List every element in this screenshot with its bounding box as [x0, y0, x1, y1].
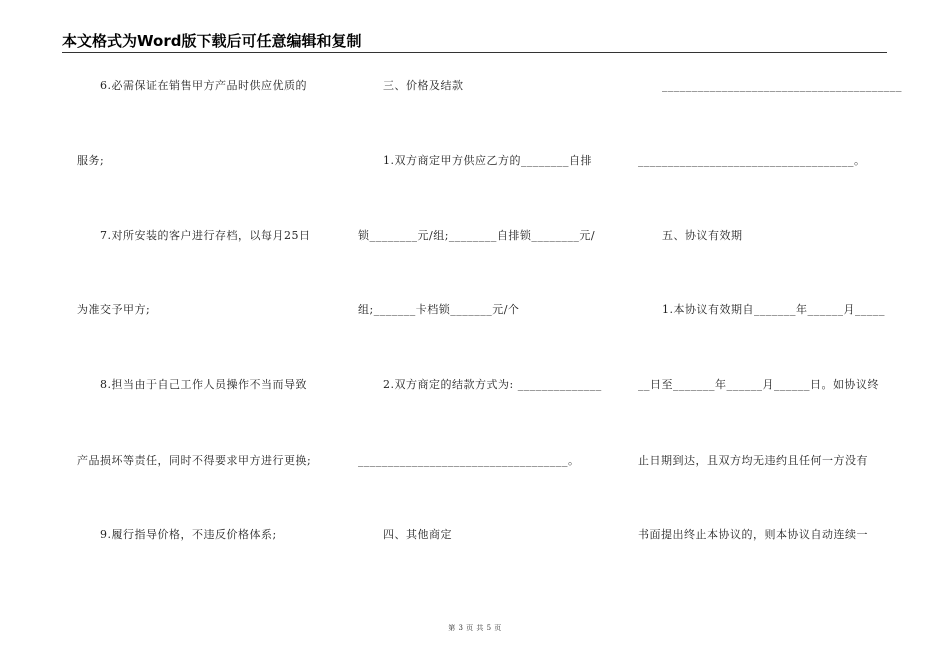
clause-7-line-1: 7.对所安装的客户进行存档，以每月25日 — [100, 229, 311, 242]
header-divider — [62, 52, 887, 53]
clause-7-line-2: 为准交予甲方; — [77, 303, 151, 316]
section-5-heading: 五、协议有效期 — [662, 229, 743, 242]
payment-line-1: 2.双方商定的结款方式为: ______________ — [383, 378, 602, 391]
section-3-heading: 三、价格及结款 — [383, 79, 464, 92]
validity-line-2: __日至_______年______月______日。如协议终 — [638, 378, 879, 391]
blank-line-2: ____________________________________。 — [638, 154, 866, 167]
section-4-heading: 四、其他商定 — [383, 528, 452, 541]
clause-6-line-1: 6.必需保证在销售甲方产品时供应优质的 — [100, 79, 307, 92]
validity-line-4: 书面提出终止本协议的，则本协议自动连续一 — [638, 528, 868, 541]
payment-line-2: ___________________________________。 — [358, 454, 580, 467]
blank-line-1: ________________________________________ — [662, 79, 902, 92]
price-line-2: 锁________元/组;________自排锁________元/ — [358, 229, 596, 242]
validity-line-1: 1.本协议有效期自_______年______月_____ — [662, 303, 885, 316]
price-line-1: 1.双方商定甲方供应乙方的________自排 — [383, 154, 592, 167]
document-header: 本文格式为Word版下载后可任意编辑和复制 — [62, 32, 362, 50]
validity-line-3: 止日期到达，且双方均无违约且任何一方没有 — [638, 454, 868, 467]
clause-9-line-1: 9.履行指导价格，不违反价格体系; — [100, 528, 277, 541]
clause-6-line-2: 服务; — [77, 154, 105, 167]
price-line-3: 组;_______卡档锁_______元/个 — [358, 303, 520, 316]
clause-8-line-2: 产品损坏等责任，同时不得要求甲方进行更换; — [77, 454, 312, 467]
page-number: 第 3 页 共 5 页 — [448, 624, 502, 632]
clause-8-line-1: 8.担当由于自己工作人员操作不当而导致 — [100, 378, 307, 391]
